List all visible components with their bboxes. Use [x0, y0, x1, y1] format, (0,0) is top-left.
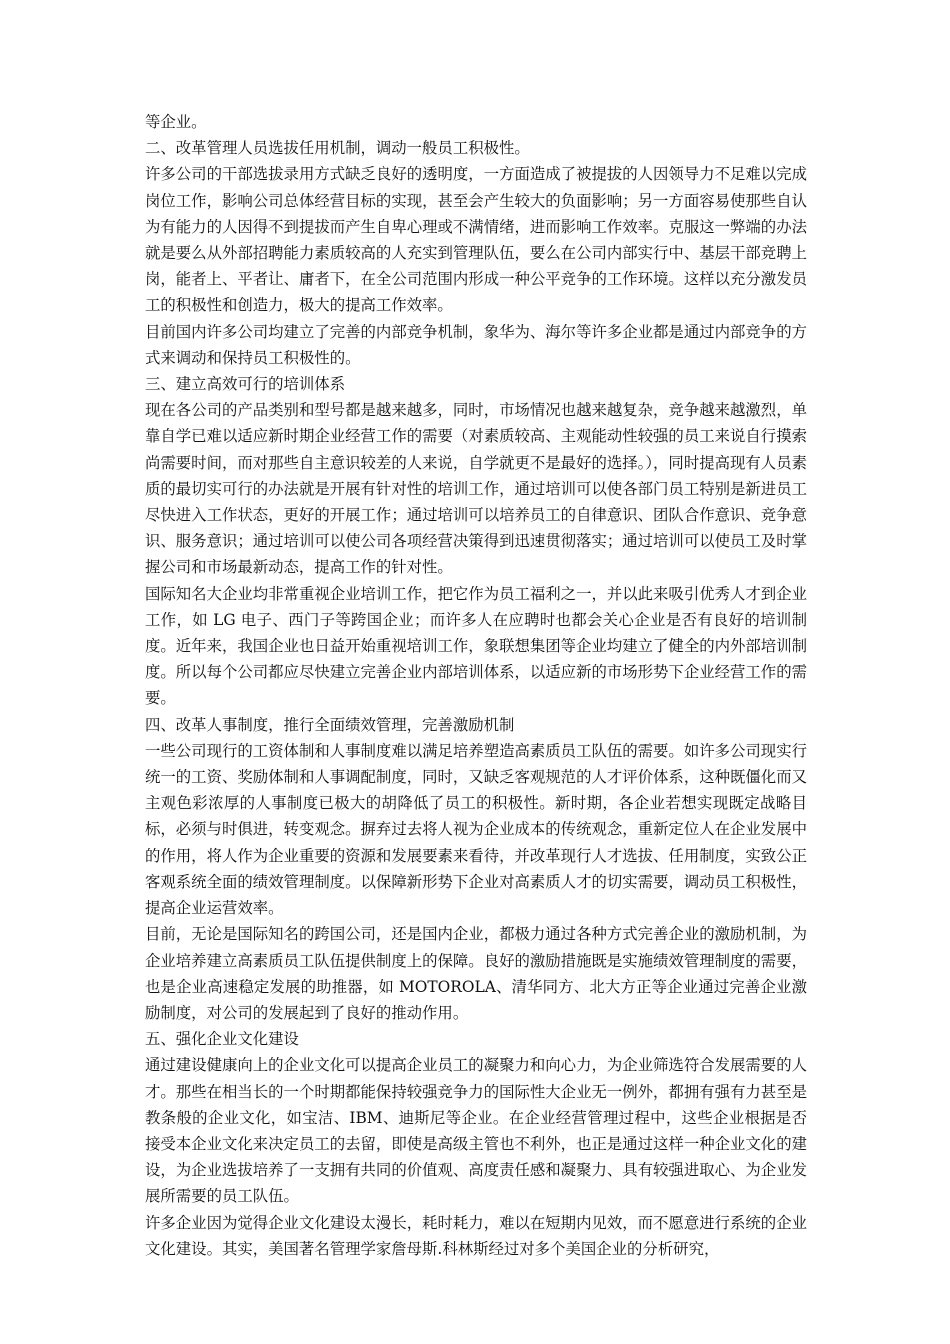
paragraph: 目前，无论是国际知名的跨国公司，还是国内企业，都极力通过各种方式完善企业的激励机制，为企业培养建立高素质员工队伍提供制度上的保障。良好的激励措施既是实施绩效管理制度的需要，也是企业高速稳定发展的助推器，如 MOTOROLA、清华同方、北大方正等企业通过完善企业激励制度，对公司的发展起到了良好的推动作用。	[145, 925, 807, 1022]
paragraph: 现在各公司的产品类别和型号都是越来越多，同时，市场情况也越来越复杂，竞争越来越激烈，单靠自学已难以适应新时期企业经营工作的需要（对素质较高、主观能动性较强的员工来说自行摸索尚需要时间，而对那些自主意识较差的人来说，自学就更不是最好的选择。），同时提高现有人员素质的最切实可行的办法就是开展有针对性的培训工作，通过培训可以使各部门员工特别是新进员工尽快进入工作状态，更好的开展工作；通过培训可以培养员工的自律意识、团队合作意识、竞争意识、服务意识；通过培训可以使公司各项经营决策得到迅速贯彻落实；通过培训可以使员工及时掌握公司和市场最新动态，提高工作的针对性。	[145, 401, 807, 577]
document-body	[145, 109, 807, 1262]
section-heading-4: 四、改革人事制度，推行全面绩效管理，完善激励机制	[145, 715, 515, 734]
section-heading-3: 三、建立高效可行的培训体系	[145, 375, 346, 394]
paragraph: 目前国内许多公司均建立了完善的内部竞争机制，象华为、海尔等许多企业都是通过内部竞争的方式来调动和保持员工积极性的。	[145, 322, 807, 367]
paragraph: 通过建设健康向上的企业文化可以提高企业员工的凝聚力和向心力，为企业筛选符合发展需要的人才。那些在相当长的一个时期都能保持较强竞争力的国际性大企业无一例外，都拥有强有力甚至是教条般的企业文化，如宝洁、IBM、迪斯尼等企业。在企业经营管理过程中，这些企业根据是否接受本企业文化来决定员工的去留，即使是高级主管也不利外，也正是通过这样一种企业文化的建设，为企业选拔培养了一支拥有共同的价值观、高度责任感和凝聚力、具有较强进取心、为企业发展所需要的员工队伍。	[145, 1056, 807, 1206]
section-heading-5: 五、强化企业文化建设	[145, 1030, 299, 1049]
paragraph: 许多公司的干部选拔录用方式缺乏良好的透明度，一方面造成了被提拔的人因领导力不足难以完成岗位工作，影响公司总体经营目标的实现，甚至会产生较大的负面影响；另一方面容易使那些自认为有能力的人因得不到提拔而产生自卑心理或不满情绪，进而影响工作效率。克服这一弊端的办法就是要么从外部招聘能力素质较高的人充实到管理队伍，要么在公司内部实行中、基层干部竞聘上岗，能者上、平者让、庸者下，在全公司范围内形成一种公平竞争的工作环境。这样以充分激发员工的积极性和创造力，极大的提高工作效率。	[145, 165, 807, 315]
section-heading-2: 二、改革管理人员选拔任用机制，调动一般员工积极性。	[145, 139, 530, 158]
paragraph-continuation: 等企业。	[145, 113, 207, 131]
paragraph: 许多企业因为觉得企业文化建设太漫长，耗时耗力，难以在短期内见效，而不愿意进行系统的企业文化建设。其实，美国著名管理学家詹母斯.科林斯经过对多个美国企业的分析研究，	[145, 1213, 807, 1258]
paragraph: 一些公司现行的工资体制和人事制度难以满足培养塑造高素质员工队伍的需要。如许多公司现实行统一的工资、奖励体制和人事调配制度，同时，又缺乏客观规范的人才评价体系，这种既僵化而又主观色彩浓厚的人事制度已极大的胡降低了员工的积极性。新时期，各企业若想实现既定战略目标，必须与时俱进，转变观念。摒弃过去将人视为企业成本的传统观念，重新定位人在企业发展中的作用，将人作为企业重要的资源和发展要素来看待，并改革现行人才选拔、任用制度，实致公正客观系统全面的绩效管理制度。以保障新形势下企业对高素质人才的切实需要，调动员工积极性，提高企业运营效率。	[145, 741, 807, 918]
paragraph: 国际知名大企业均非常重视企业培训工作，把它作为员工福利之一，并以此来吸引优秀人才到企业工作，如 LG 电子、西门子等跨国企业；而许多人在应聘时也都会关心企业是否有良好的培训制度。近年来，我国企业也日益开始重视培训工作，象联想集团等企业均建立了健全的内外部培训制度。所以每个公司都应尽快建立完善企业内部培训体系，以适应新的市场形势下企业经营工作的需要。	[145, 584, 807, 708]
